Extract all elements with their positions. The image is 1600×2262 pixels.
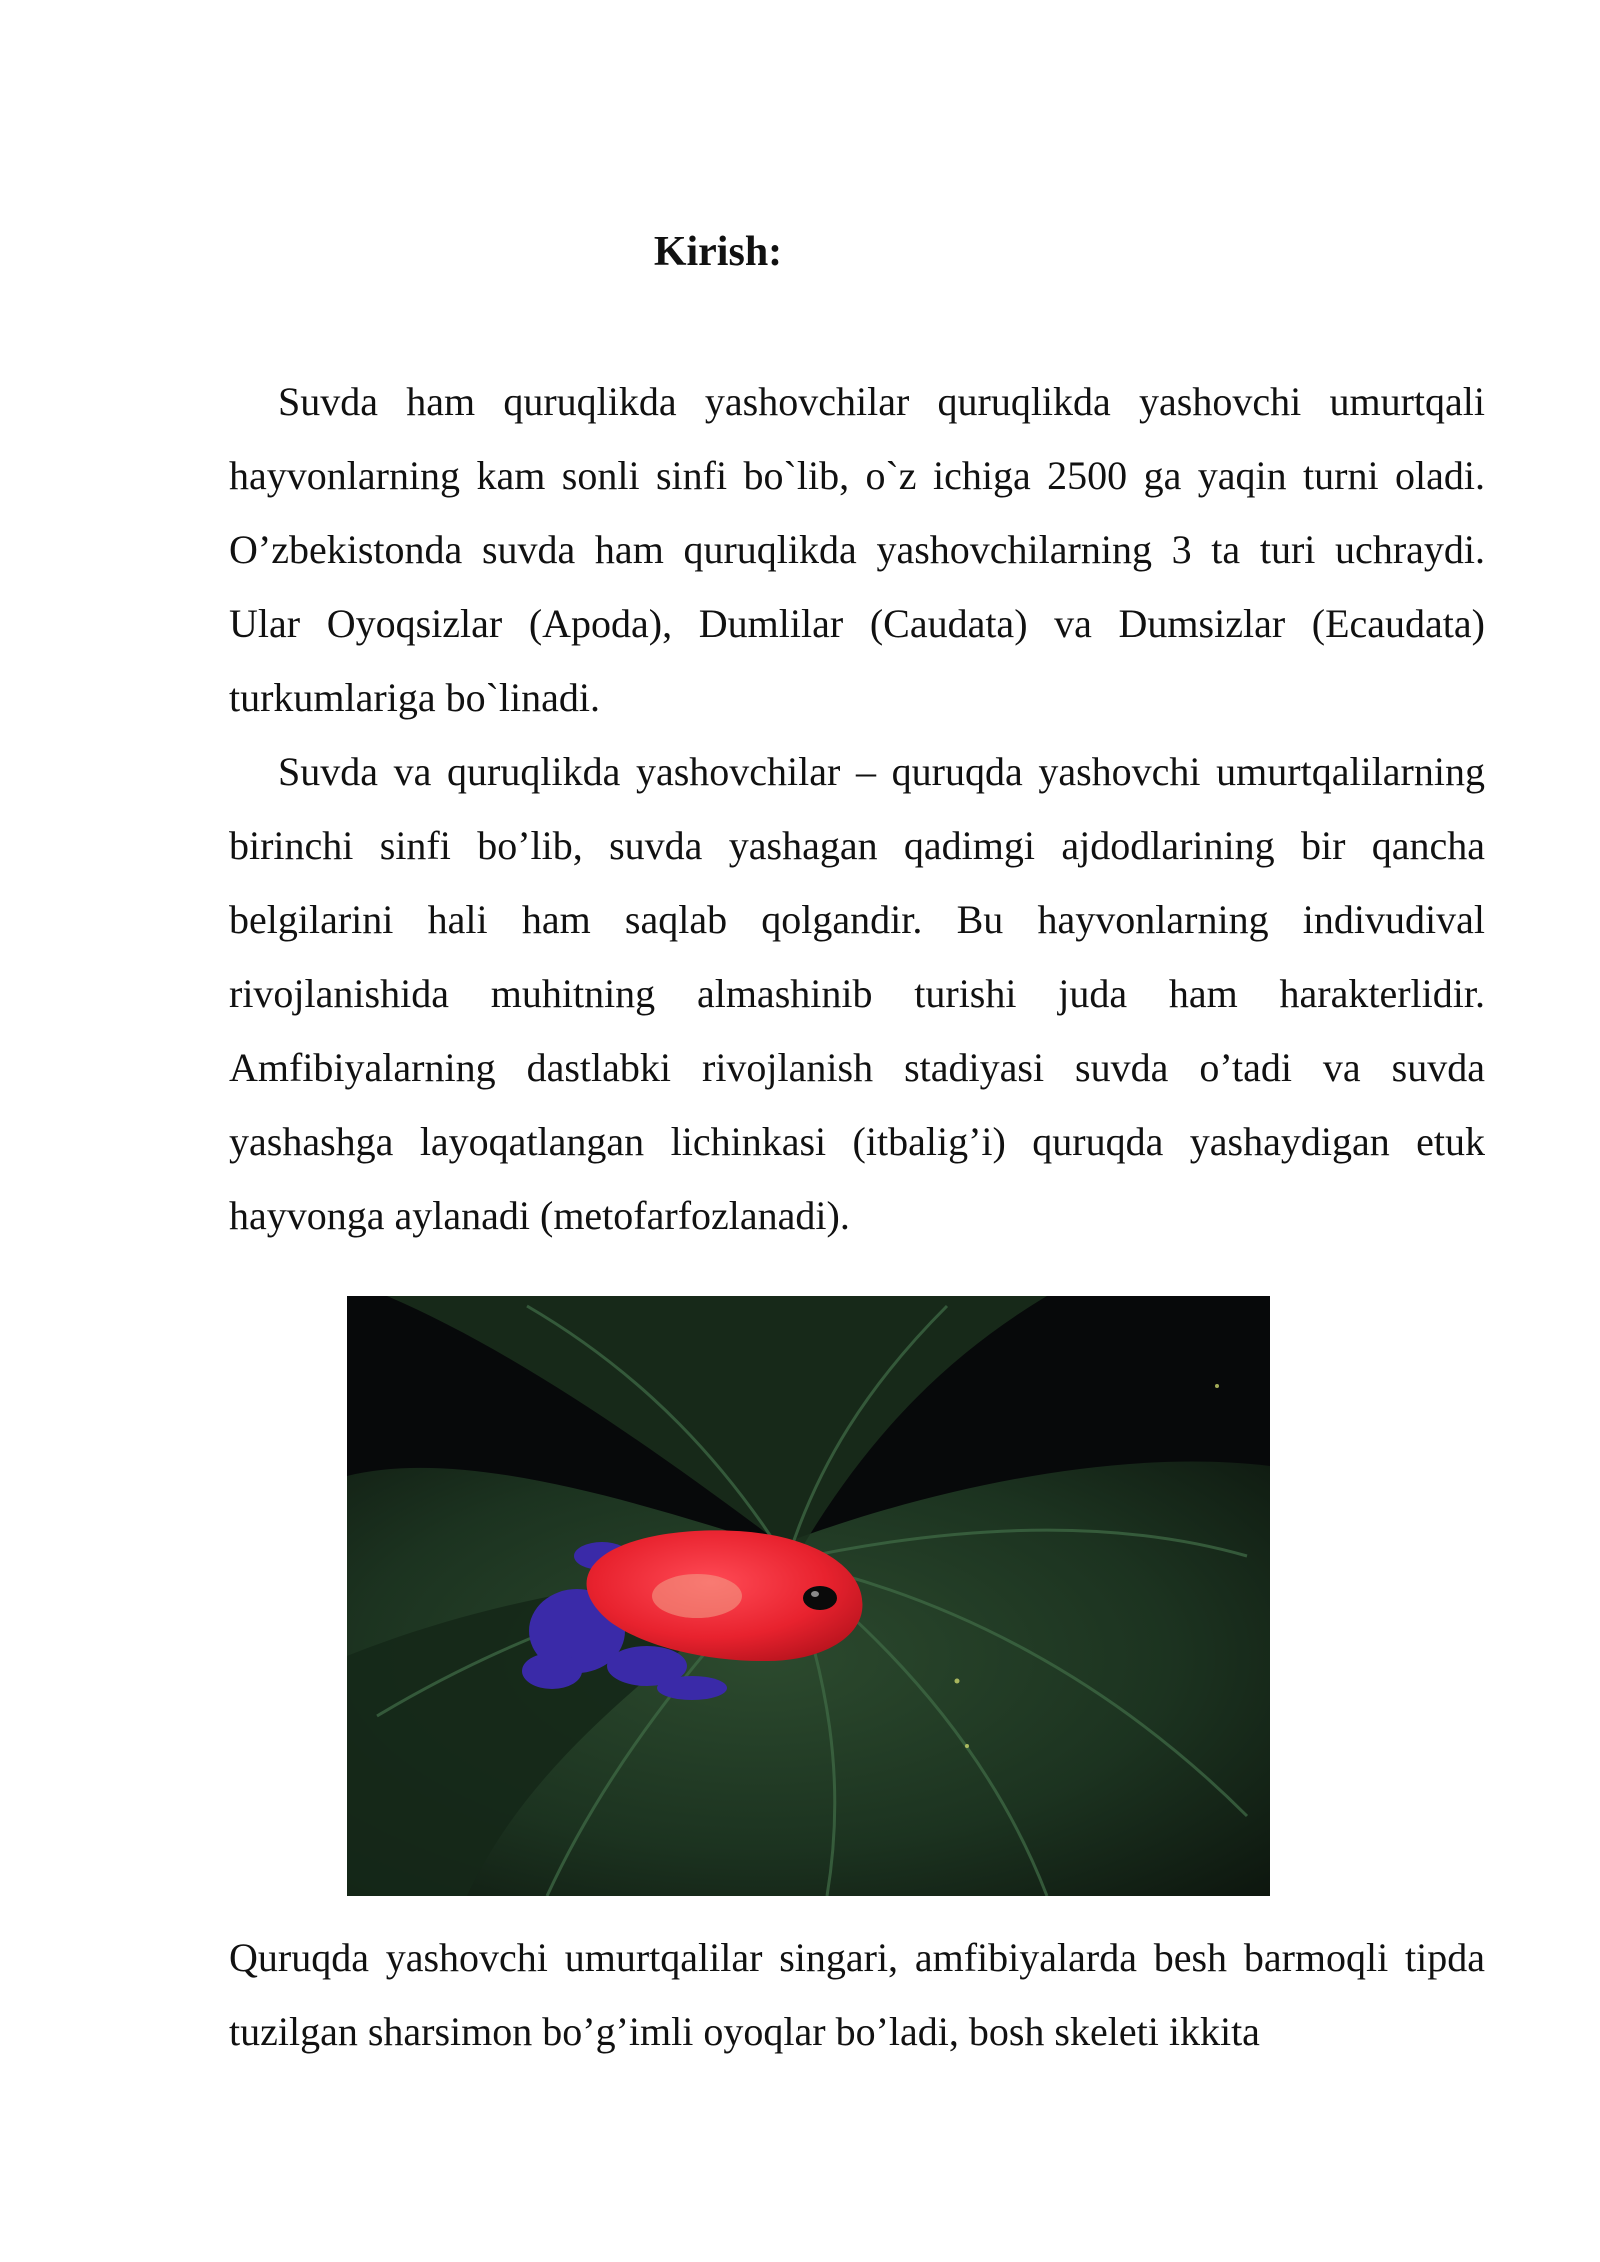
paragraph-skeleton: Quruqda yashovchi umurtqalilar singari, amfibiyalarda besh barmoqli tipda tuzilgan sharsimon bo’g’imli oyoqlar bo’ladi, bosh skeleti ikkita [229, 1935, 1485, 2054]
paragraph-amphibians: Suvda va quruqlikda yashovchilar – quruqda yashovchi umurtqalilarning birinchi sinfi bo’lib, suvda yashagan qadimgi ajdodlarining bir qancha belgilarini hali ham saqlab qolgandir. Bu hayvonlarning indivudival rivojlanishida muhitning almashinib turishi juda ham harakterlidir. Amfibiyalarning dastlabki rivojlanish stadiyasi suvda o’tadi va suvda yashashga layoqatlangan lichinkasi (itbalig’i) quruqda yashaydigan etuk hayvonga aylanadi (metofarfozlanadi). [229, 749, 1485, 1238]
frog-on-leaf-image [347, 1296, 1270, 1896]
paragraph-intro: Suvda ham quruqlikda yashovchilar quruqlikda yashovchi umurtqali hayvonlarning kam sonli sinfi bo`lib, o`z ichiga 2500 ga yaqin turni oladi. O’zbekistonda suvda ham quruqlikda yashovchilarning 3 ta turi uchraydi. Ular Oyoqsizlar (Apoda), Dumlilar (Caudata) va Dumsizlar (Ecaudata) turkumlariga bo`linadi. [229, 379, 1485, 720]
page-title: Kirish: [653, 229, 783, 275]
frog-photo [347, 1296, 1270, 1896]
